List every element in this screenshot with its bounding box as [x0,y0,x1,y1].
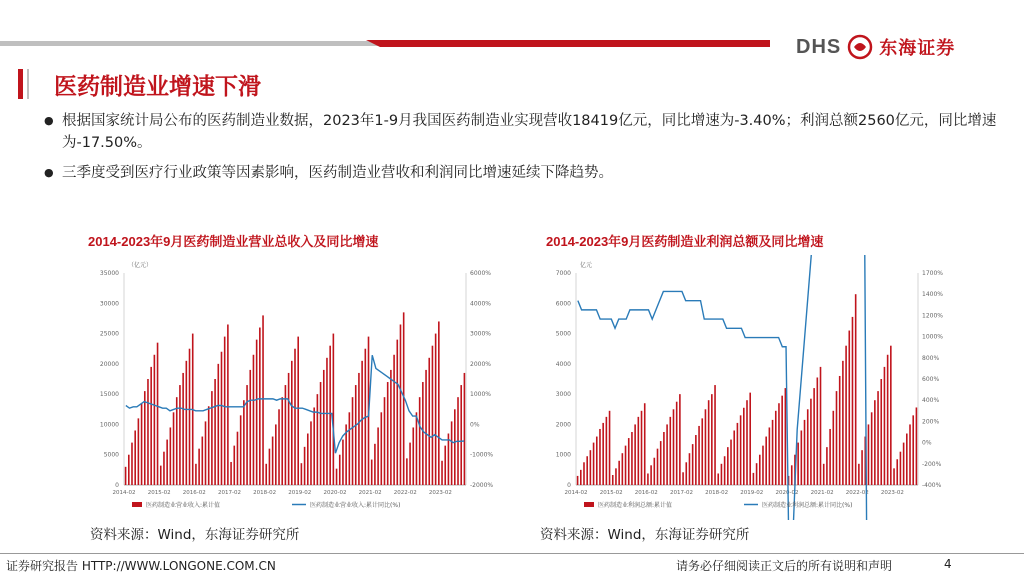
brand-en: DHS [796,35,842,58]
legend-label-bar: 医药制造业利润总额:累计值 [598,502,673,509]
y2-tick-label: 200% [922,418,940,426]
bar [176,397,178,485]
bar [259,328,261,485]
bar [826,447,828,485]
x-tick-label: 2021-02 [810,490,834,496]
header-gray-stripe [0,41,390,46]
x-tick-label: 2023-02 [880,490,904,496]
bar [217,364,219,485]
bar [432,346,434,485]
bar [227,324,229,485]
bar [903,443,905,485]
bar [682,472,684,485]
x-tick-label: 2015-02 [599,490,623,496]
bar [746,400,748,485]
bar [666,424,668,485]
y2-tick-label: 1200% [922,312,943,320]
bar [281,397,283,485]
x-tick-label: 2022-02 [845,490,869,496]
bar [855,294,857,485]
bar [419,397,421,485]
y-axis-label: 亿元 [580,262,593,269]
x-tick-label: 2019-02 [288,490,312,496]
y2-tick-label: 0% [470,421,480,429]
y-tick-label: 25000 [99,330,119,338]
bar [297,337,299,485]
bar [852,317,854,485]
x-tick-label: 2014-02 [564,490,588,496]
bar [606,417,608,485]
chart-title-revenue: 2014-2023年9月医药制造业营业总收入及同比增速 [88,234,379,249]
y-tick-label: 30000 [99,300,119,308]
bar [654,458,656,485]
bar [147,379,149,485]
bar [644,403,646,485]
bar [820,367,822,485]
bar [727,447,729,485]
bar [685,462,687,485]
bar [871,412,873,485]
y-tick-label: 15000 [99,391,119,399]
footer-divider [0,553,1024,554]
y-tick-label: 4000 [555,360,571,368]
bar [272,437,274,485]
bar [912,415,914,485]
brand-cn: 东海证券 [879,38,956,59]
bar [586,456,588,485]
bar [448,434,450,485]
bar [618,461,620,485]
bar [781,396,783,485]
bar [422,382,424,485]
bar [874,400,876,485]
legend-swatch-bar [132,502,142,507]
bar [900,452,902,485]
bar [352,397,354,485]
bar [262,315,264,485]
bar [775,411,777,485]
bar [884,367,886,485]
bar [435,334,437,485]
legend-swatch-bar [584,502,594,507]
bar [631,432,633,485]
x-tick-label: 2016-02 [182,490,206,496]
x-tick-label: 2015-02 [147,490,171,496]
bar [612,475,614,485]
y-tick-label: 35000 [99,270,119,277]
header-red-stripe [380,40,770,47]
bar [737,423,739,485]
bar [753,473,755,485]
bar [708,400,710,485]
bar [393,355,395,485]
bar [128,455,130,485]
bar [647,473,649,485]
bar [416,412,418,485]
bar [660,441,662,485]
bar [323,370,325,485]
bar [160,466,162,485]
bar [269,449,271,485]
bar [278,409,280,485]
bar [198,449,200,485]
y-tick-label: 7000 [555,270,571,277]
bar [896,459,898,485]
bar [724,456,726,485]
bar [377,427,379,485]
legend-label-line: 医药制造业利润总额:累计同比(%) [762,502,853,509]
bar [361,361,363,485]
y2-tick-label: 1000% [470,391,491,399]
y2-tick-label: 4000% [470,300,491,308]
bar [230,462,232,485]
bar [358,373,360,485]
bar [689,453,691,485]
bar [743,408,745,485]
bar [131,443,133,485]
bar [464,373,466,485]
bar [208,406,210,485]
bar [749,393,751,485]
bar [695,435,697,485]
y2-tick-label: 400% [922,397,940,405]
x-tick-label: 2017-02 [218,490,241,496]
revenue-chart [88,255,508,520]
y-tick-label: 2000 [555,421,571,429]
chart-title-profit: 2014-2023年9月医药制造业利润总额及同比增速 [546,234,824,249]
bar [596,437,598,485]
bar [294,349,296,485]
bar [304,447,306,485]
bar [154,355,156,485]
bar [265,464,267,485]
x-tick-label: 2017-02 [670,490,693,496]
bar [909,424,911,485]
y2-tick-label: 1700% [922,270,943,277]
y-tick-label: 1000 [555,451,571,459]
bar [890,346,892,485]
bar [237,432,239,485]
bar [893,468,895,485]
bar [425,370,427,485]
bar [583,462,585,485]
bar [221,352,223,485]
bar [833,411,835,485]
x-tick-label: 2019-02 [740,490,764,496]
bar [848,331,850,485]
bar [157,343,159,485]
bar [249,370,251,485]
bar [615,468,617,485]
y-tick-label: 6000 [555,300,571,308]
bar [186,361,188,485]
bar [807,409,809,485]
source-note-revenue: 资料来源：Wind，东海证券研究所 [90,527,300,543]
bar [622,453,624,485]
bar [138,418,140,485]
bar [813,388,815,485]
y-tick-label: 5000 [555,330,571,338]
bar [759,455,761,485]
bar [189,349,191,485]
bar [166,440,168,485]
y2-tick-label: 600% [922,376,940,383]
bar [717,473,719,485]
bar [676,402,678,485]
bar [791,465,793,485]
x-tick-label: 2023-02 [428,490,452,496]
bar [887,355,889,485]
bar [829,429,831,485]
bar [333,334,335,485]
y2-tick-label: 800% [922,354,940,362]
bar [412,427,414,485]
bar [339,455,341,485]
y2-tick-label: 6000% [470,270,491,277]
bar [823,464,825,485]
bar [202,437,204,485]
bar [762,446,764,485]
bar [880,379,882,485]
bar [355,385,357,485]
x-tick-label: 2016-02 [634,490,658,496]
y-tick-label: 3000 [555,391,571,399]
x-tick-label: 2020-02 [775,490,799,496]
bar [317,394,319,485]
bar [778,403,780,485]
bar [233,446,235,485]
y2-tick-label: 1000% [922,333,943,341]
bar [673,409,675,485]
bar [638,417,640,485]
bar [602,423,604,485]
bar [580,470,582,485]
bar [663,432,665,485]
y2-tick-label: -200% [922,460,942,468]
bar [438,321,440,485]
bar [195,464,197,485]
bar [451,421,453,485]
bar [650,465,652,485]
bar [326,358,328,485]
bar [291,361,293,485]
bar [313,407,315,485]
bar [577,476,579,485]
bar [243,400,245,485]
profit-chart [540,255,960,520]
bar [609,411,611,485]
bar [868,424,870,485]
bar [275,424,277,485]
bar [240,415,242,485]
bar [877,391,879,485]
bar [307,434,309,485]
x-tick-label: 2018-02 [705,490,729,496]
bar [182,373,184,485]
bar [797,443,799,485]
bar [444,446,446,485]
bar [769,427,771,485]
bar [730,440,732,485]
bar [801,430,803,485]
bar [721,464,723,485]
bar [839,376,841,485]
bar [714,385,716,485]
bar [657,449,659,485]
bar [253,355,255,485]
title-accent-bar-gray [27,69,29,99]
bar [329,346,331,485]
bar [701,418,703,485]
bar [224,337,226,485]
footer-disclaimer: 请务必仔细阅读正文后的所有说明和声明 [676,559,893,573]
bar [285,385,287,485]
bar [842,361,844,485]
footer-website: 证券研究报告 HTTP://WWW.LONGONE.COM.CN [6,559,276,573]
bar [705,409,707,485]
y-axis-label: （亿元） [128,262,153,269]
brand-logo [796,31,955,63]
x-tick-label: 2022-02 [393,490,417,496]
bar [861,450,863,485]
bar [460,385,462,485]
bar [628,438,630,485]
bar [804,420,806,485]
bar [765,437,767,485]
bar [845,346,847,485]
y2-tick-label: 2000% [470,360,491,368]
dragon-logo-icon [847,34,873,60]
bar [134,430,136,485]
bar [590,450,592,485]
bar [906,434,908,485]
bar [428,358,430,485]
bar [634,424,636,485]
bar [144,391,146,485]
bar [400,324,402,485]
x-tick-label: 2014-02 [112,490,136,496]
y-tick-label: 20000 [99,360,119,368]
bar [390,370,392,485]
bar [205,421,207,485]
bar [170,427,172,485]
bar [336,469,338,485]
bar [625,446,627,485]
title-accent-bar [18,69,23,99]
bar [733,430,735,485]
bar [817,377,819,485]
bar [679,394,681,485]
bar [173,412,175,485]
bar [396,340,398,485]
bar [810,399,812,485]
y-tick-label: 5000 [103,451,119,459]
bar [214,379,216,485]
bar [669,417,671,485]
bar [150,367,152,485]
bar [785,388,787,485]
bar [125,467,127,485]
bar [406,458,408,485]
page-title: 医药制造业增速下滑 [54,74,261,100]
y2-tick-label: -1000% [470,451,494,459]
bullet-item: ● 三季度受到医疗行业政策等因素影响，医药制造业营收和利润同比增速延续下降趋势。 [44,162,1014,184]
bar [381,412,383,485]
bar [211,391,213,485]
bar [593,443,595,485]
y2-tick-label: 1400% [922,291,943,299]
bar [387,382,389,485]
bar [698,426,700,485]
bar [836,391,838,485]
x-tick-label: 2018-02 [253,490,277,496]
y2-tick-label: 3000% [470,330,491,338]
y2-tick-label: -400% [922,482,942,489]
bar [163,452,165,485]
x-tick-label: 2021-02 [358,490,382,496]
bar [320,382,322,485]
bar [858,464,860,485]
bar [409,443,411,485]
bar [441,461,443,485]
bar [371,460,373,485]
bar [349,412,351,485]
bar [141,403,143,485]
x-tick-label: 2020-02 [323,490,347,496]
bar [179,385,181,485]
bar [310,421,312,485]
bar [772,420,774,485]
bar [711,394,713,485]
bar [740,415,742,485]
y-tick-label: 0 [567,482,571,489]
bar [641,411,643,485]
legend-label-bar: 医药制造业营业收入:累计值 [146,502,221,509]
bar [288,373,290,485]
bar [342,440,344,485]
bullet-list [44,110,1014,192]
source-note-profit: 资料来源：Wind，东海证券研究所 [540,527,750,543]
page-number: 4 [944,557,952,571]
y2-tick-label: -2000% [470,482,494,489]
y-tick-label: 10000 [99,421,119,429]
bar [384,397,386,485]
bar [756,463,758,485]
legend-label-line: 医药制造业营业收入:累计同比(%) [310,502,401,509]
bar [916,407,918,485]
bar [454,409,456,485]
bar [374,444,376,485]
bar [301,463,303,485]
y-tick-label: 0 [115,482,119,489]
bar [256,340,258,485]
bar [599,429,601,485]
bar [692,444,694,485]
bar [246,385,248,485]
bullet-item: ● 根据国家统计局公布的医药制造业数据，2023年1-9月我国医药制造业实现营收18419亿元，同比增速为-3.40%；利润总额2560亿元，同比增速为-17.50%。 [44,110,1014,154]
y2-tick-label: 0% [922,439,932,447]
